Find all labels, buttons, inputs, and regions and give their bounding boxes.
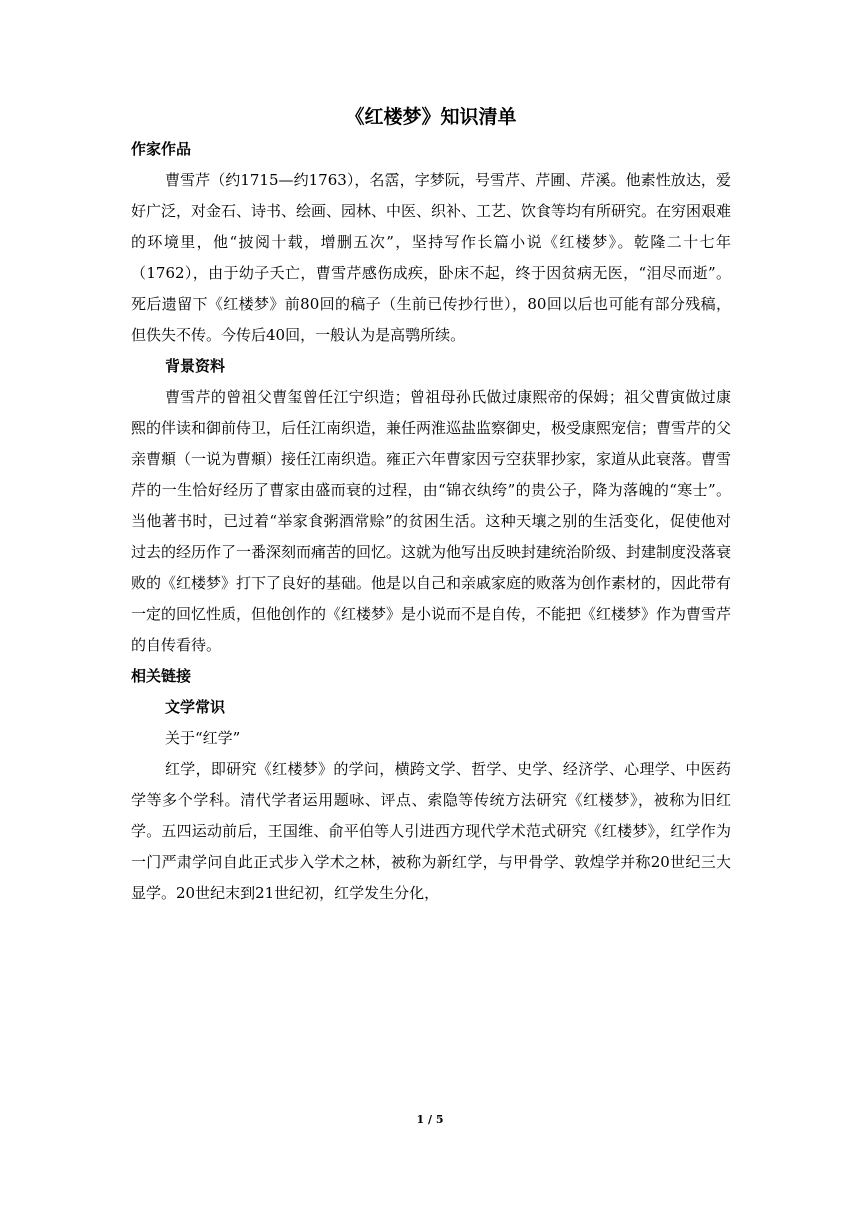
section-heading-links: 相关链接 — [131, 667, 192, 685]
document-body — [131, 100, 731, 909]
author-paragraph: 曹雪芹（约1715—约1763），名霑，字梦阮，号雪芹、芹圃、芹溪。他素性放达，爱好广泛，对金石、诗书、绘画、园林、中医、织补、工艺、饮食等均有所研究。在穷困艰难的环境里，他“披阅十载，增删五次”，坚持写作长篇小说《红楼梦》。乾隆二十七年（1762），由于幼子夭亡，曹雪芹感伤成疾，卧床不起，终于因贫病无医，“泪尽而逝”。死后遗留下《红楼梦》前80回的稿子（生前已传抄行世），80回以后也可能有部分残稿，但佚失不传。今传后40回，一般认为是高鹗所续。 — [131, 171, 732, 344]
topic-hongxue: 关于“红学” — [165, 729, 241, 747]
section-heading-background: 背景资料 — [165, 357, 226, 375]
section-heading-author: 作家作品 — [131, 140, 192, 158]
page-number: 1 / 5 — [416, 1113, 444, 1126]
hongxue-paragraph: 红学，即研究《红楼梦》的学问，横跨文学、哲学、史学、经济学、心理学、中医药学等多个学科。清代学者运用题咏、评点、索隐等传统方法研究《红楼梦》，被称为旧红学。五四运动前后，王国维、俞平伯等人引进西方现代学术范式研究《红楼梦》，红学作为一门严肃学问自此正式步入学术之林，被称为新红学，与甲骨学、敦煌学并称20世纪三大显学。20世纪末到21世纪初，红学发生分化， — [131, 760, 731, 902]
document-title: 《红楼梦》知识清单 — [345, 106, 517, 128]
subheading-literary-knowledge: 文学常识 — [165, 698, 226, 716]
background-paragraph: 曹雪芹的曾祖父曹玺曾任江宁织造；曾祖母孙氏做过康熙帝的保姆；祖父曹寅做过康熙的伴读和御前侍卫，后任江南织造，兼任两淮巡盐监察御史，极受康熙宠信；曹雪芹的父亲曹頫（一说为曹頫）接任江南织造。雍正六年曹家因亏空获罪抄家，家道从此衰落。曹雪芹的一生恰好经历了曹家由盛而衰的过程，由“锦衣纨绔”的贵公子，降为落魄的“寒士”。当他著书时，已过着“举家食粥酒常赊”的贫困生活。这种天壤之别的生活变化，促使他对过去的经历作了一番深刻而痛苦的回忆。这就为他写出反映封建统治阶级、封建制度没落衰败的《红楼梦》打下了良好的基础。他是以自己和亲戚家庭的败落为创作素材的，因此带有一定的回忆性质，但他创作的《红楼梦》是小说而不是自传，不能把《红楼梦》作为曹雪芹的自传看待。 — [131, 388, 732, 654]
